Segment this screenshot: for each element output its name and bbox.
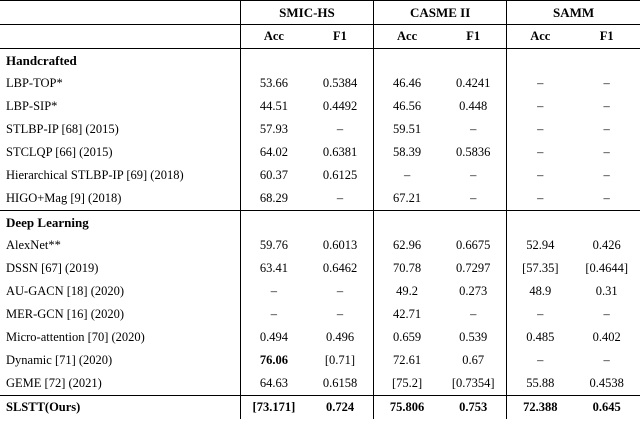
row-method: STLBP-IP [68] (2015)	[6, 122, 119, 136]
cell-casme2-acc: [75.2]	[374, 372, 441, 396]
header-dataset-smic: SMIC-HS	[240, 1, 373, 25]
cell-smic-acc: 60.37	[240, 164, 307, 187]
row-method: LBP-SIP*	[6, 99, 58, 113]
cell-smic-f1: 0.5384	[322, 76, 358, 90]
header-metric-casme2-f1: F1	[440, 25, 507, 49]
cell-smic-f1: 0.4492	[322, 99, 358, 113]
cell-casme2-f1: 0.67	[462, 353, 485, 367]
cell-samm-f1: –	[573, 187, 640, 211]
cell-samm-f1: –	[603, 76, 610, 90]
cell-casme2-f1: 0.6675	[456, 238, 491, 252]
cell-samm-acc: 0.485	[507, 326, 574, 349]
row-method: Micro-attention [70] (2020)	[6, 330, 145, 344]
cell-casme2-acc: 49.2	[374, 280, 441, 303]
cell-smic-acc: 76.06	[240, 349, 307, 372]
table-header-metrics	[0, 25, 640, 49]
cell-smic-f1: [0.71]	[324, 353, 356, 367]
cell-samm-acc: 72.388	[507, 396, 574, 420]
section-title-handcrafted: Handcrafted	[6, 52, 77, 68]
cell-samm-f1: 0.426	[592, 238, 621, 252]
cell-samm-acc: –	[507, 164, 574, 187]
table-row-ours	[0, 396, 640, 420]
cell-samm-f1: –	[603, 307, 610, 321]
cell-smic-f1: 0.6462	[322, 261, 358, 275]
section-spacer	[307, 49, 374, 73]
cell-samm-f1: –	[603, 99, 610, 113]
section-spacer	[374, 211, 441, 235]
table-row	[0, 372, 640, 396]
header-empty-cell	[0, 1, 240, 25]
section-spacer	[307, 211, 374, 235]
cell-smic-f1: 0.6158	[307, 372, 374, 396]
section-spacer	[507, 49, 574, 73]
table-row	[0, 303, 640, 326]
row-method: HIGO+Mag [9] (2018)	[0, 187, 240, 211]
cell-smic-acc: 64.02	[240, 141, 307, 164]
cell-casme2-acc: 72.61	[374, 349, 441, 372]
cell-casme2-f1: –	[470, 122, 477, 136]
cell-smic-f1: –	[336, 284, 344, 298]
cell-casme2-f1: 0.7297	[456, 261, 491, 275]
section-title-row	[0, 211, 640, 235]
cell-casme2-f1: 0.539	[459, 330, 488, 344]
cell-smic-f1: 0.6381	[322, 145, 358, 159]
cell-samm-f1: –	[603, 122, 610, 136]
section-spacer	[573, 211, 640, 235]
cell-samm-acc: –	[507, 141, 574, 164]
cell-samm-f1: –	[603, 353, 610, 367]
table-row	[0, 95, 640, 118]
row-method: DSSN [67] (2019)	[6, 261, 99, 275]
cell-samm-acc: –	[507, 349, 574, 372]
cell-smic-acc: 59.76	[240, 234, 307, 257]
section-title-deep-learning: Deep Learning	[6, 214, 89, 230]
cell-casme2-f1: –	[470, 168, 477, 182]
cell-casme2-acc: 58.39	[374, 141, 441, 164]
table-header-datasets	[0, 1, 640, 25]
row-method-ours: SLSTT(Ours)	[6, 400, 81, 414]
section-spacer	[573, 49, 640, 73]
header-metric-casme2-acc: Acc	[374, 25, 441, 49]
cell-casme2-acc: –	[374, 164, 441, 187]
cell-casme2-acc: 46.46	[374, 72, 441, 95]
cell-casme2-acc: 70.78	[374, 257, 441, 280]
cell-casme2-acc: 59.51	[374, 118, 441, 141]
cell-samm-f1: –	[603, 145, 610, 159]
cell-samm-f1: [0.4644]	[585, 261, 629, 275]
cell-smic-f1: 0.6013	[322, 238, 358, 252]
table-row	[0, 234, 640, 257]
header-metric-smic-acc: Acc	[240, 25, 307, 49]
row-method: MER-GCN [16] (2020)	[6, 307, 125, 321]
cell-samm-f1: 0.31	[595, 284, 618, 298]
header-dataset-samm: SAMM	[507, 1, 640, 25]
header-dataset-casme2: CASME II	[374, 1, 507, 25]
section-spacer	[440, 49, 507, 73]
cell-smic-acc: –	[240, 303, 307, 326]
cell-smic-acc: [73.171]	[240, 396, 307, 420]
table-row	[0, 257, 640, 280]
cell-smic-f1: 0.496	[325, 330, 355, 344]
cell-casme2-f1: –	[470, 307, 477, 321]
cell-samm-f1: 0.645	[592, 400, 621, 414]
cell-samm-f1: –	[603, 168, 610, 182]
section-spacer	[240, 49, 307, 73]
row-method: LBP-TOP*	[6, 76, 63, 90]
row-method: STCLQP [66] (2015)	[6, 145, 113, 159]
cell-smic-f1: –	[307, 187, 374, 211]
cell-samm-acc: 55.88	[507, 372, 574, 396]
row-method: Hierarchical STLBP-IP [69] (2018)	[6, 168, 184, 182]
cell-samm-acc: [57.35]	[507, 257, 574, 280]
section-spacer	[240, 211, 307, 235]
cell-casme2-f1: 0.753	[459, 400, 488, 414]
cell-samm-acc: –	[507, 72, 574, 95]
cell-samm-acc: –	[507, 187, 574, 211]
cell-casme2-f1: 0.4241	[456, 76, 491, 90]
table-row	[0, 118, 640, 141]
cell-samm-acc: –	[507, 303, 574, 326]
cell-casme2-acc: 62.96	[374, 234, 441, 257]
section-spacer	[440, 211, 507, 235]
cell-smic-f1: –	[336, 122, 344, 136]
cell-smic-acc: –	[240, 280, 307, 303]
cell-samm-acc: –	[507, 118, 574, 141]
cell-smic-acc: 44.51	[240, 95, 307, 118]
table-row	[0, 326, 640, 349]
header-metric-samm-acc: Acc	[507, 25, 574, 49]
cell-smic-acc: 64.63	[240, 372, 307, 396]
section-title-row	[0, 49, 640, 73]
cell-samm-acc: 48.9	[507, 280, 574, 303]
row-method: Dynamic [71] (2020)	[6, 353, 113, 367]
row-method: AU-GACN [18] (2020)	[6, 284, 125, 298]
cell-casme2-acc: 75.806	[374, 396, 441, 420]
cell-casme2-f1: 0.5836	[456, 145, 491, 159]
cell-casme2-f1: 0.273	[459, 284, 488, 298]
cell-samm-acc: –	[507, 95, 574, 118]
header-metric-smic-f1: F1	[307, 25, 374, 49]
row-method: AlexNet**	[6, 238, 61, 252]
cell-smic-f1: 0.6125	[322, 168, 358, 182]
table-row	[0, 164, 640, 187]
row-method: GEME [72] (2021)	[0, 372, 240, 396]
section-spacer	[507, 211, 574, 235]
cell-casme2-acc: 46.56	[374, 95, 441, 118]
cell-samm-f1: 0.402	[592, 330, 621, 344]
cell-smic-f1: –	[336, 307, 344, 321]
header-metric-samm-f1: F1	[573, 25, 640, 49]
cell-casme2-f1: –	[440, 187, 507, 211]
cell-smic-acc: 0.494	[240, 326, 307, 349]
cell-smic-f1: 0.724	[325, 400, 355, 414]
cell-samm-acc: 52.94	[507, 234, 574, 257]
cell-casme2-acc: 67.21	[374, 187, 441, 211]
cell-smic-acc: 68.29	[240, 187, 307, 211]
table-row	[0, 349, 640, 372]
cell-smic-acc: 57.93	[240, 118, 307, 141]
cell-casme2-f1: [0.7354]	[440, 372, 507, 396]
cell-casme2-f1: 0.448	[459, 99, 488, 113]
cell-smic-acc: 63.41	[240, 257, 307, 280]
cell-smic-acc: 53.66	[240, 72, 307, 95]
cell-casme2-acc: 0.659	[374, 326, 441, 349]
table-row	[0, 187, 640, 211]
table-row	[0, 280, 640, 303]
metrics-empty-cell	[0, 25, 240, 49]
cell-samm-f1: 0.4538	[573, 372, 640, 396]
cell-casme2-acc: 42.71	[374, 303, 441, 326]
section-spacer	[374, 49, 441, 73]
table-row	[0, 141, 640, 164]
table-row	[0, 72, 640, 95]
